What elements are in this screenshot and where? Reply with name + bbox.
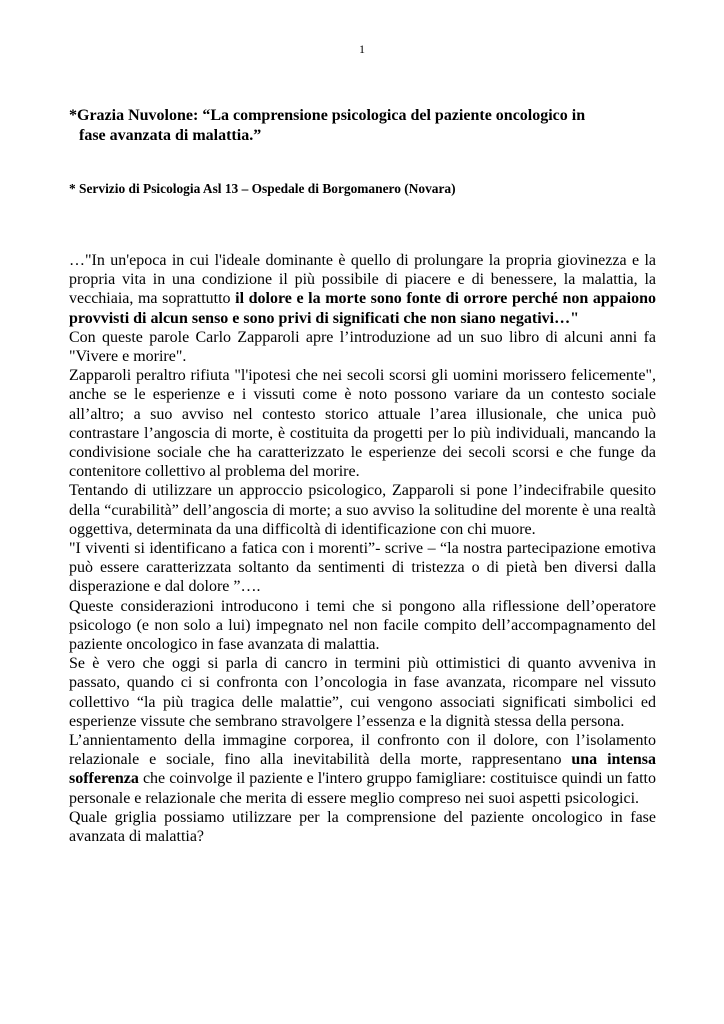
document-body	[69, 251, 656, 846]
paragraph: "I viventi si identificano a fatica con i morenti”- scrive – “la nostra partecipazione emotiva può essere caratterizzata soltanto da sentimenti di tristezza o di pietà ben diversi dalla disperazione e dal dolore ”….	[69, 540, 656, 596]
paragraph-quote	[69, 251, 656, 328]
paragraph: Con queste parole Carlo Zapparoli apre l’introduzione ad un suo libro di alcuni anni fa "Vivere e morire".	[69, 328, 656, 366]
paragraph: Tentando di utilizzare un approccio psicologico, Zapparoli si pone l’indecifrabile quesito della “curabilità” dell’angoscia di morte; a suo avviso la solitudine del morente è una realtà oggettiva, determinata da una difficoltà di identificazione con chi muore.	[69, 482, 656, 538]
quote-text: …"In un'epoca in cui l'ideale dominante è quello di prolungare la propria giovinezza e la propria vita in una condizione il più possibile di piacere e di benessere, la malattia, la vecchiaia, ma soprattutto	[69, 252, 656, 308]
paragraph: Zapparoli peraltro rifiuta "l'ipotesi che nei secoli scorsi gli uomini morissero felicemente", anche se le esperienze e i vissuti come è noto possono variare da un contesto sociale all’altro; a suo avviso nel contesto storico attuale l’area illusionale, che unica può contrastare l’angoscia di morte, è costituita da progetti per lo più individuali, mancando la condivisione sociale che ha caratterizzato le esperienze dei secoli scorsi e che funge da contenitore collettivo al problema del morire.	[69, 367, 656, 481]
paragraph	[69, 731, 656, 808]
paragraph: Quale griglia possiamo utilizzare per la comprensione del paziente oncologico in fase avanzata di malattia?	[69, 808, 656, 846]
paragraph-text: L’annientamento della immagine corporea, il confronto con il dolore, con l’isolamento relazionale e sociale, fino alla inevitabilità della morte, rappresentano	[69, 732, 656, 769]
quote-bold-text: il dolore e la morte sono fonte di orrore perché non appaiono provvisti di alcun senso e sono privi di significati che non siano negativi…"	[69, 290, 656, 327]
author-affiliation: * Servizio di Psicologia Asl 13 – Ospedale di Borgomanero (Novara)	[69, 181, 456, 196]
page-number: 1	[359, 42, 365, 56]
title-line-1: *Grazia Nuvolone: “La comprensione psicologica del paziente oncologico in	[69, 107, 586, 124]
paragraph: Queste considerazioni introducono i temi che si pongono alla riflessione dell’operatore psicologo (e non solo a lui) impegnato nel non facile compito dell’accompagnamento del paziente oncologico in fase avanzata di malattia.	[69, 597, 656, 654]
document-title	[69, 106, 669, 146]
title-line-2: fase avanzata di malattia.”	[79, 127, 262, 144]
paragraph-bold-text: una intensa sofferenza	[69, 751, 656, 788]
paragraph: Se è vero che oggi si parla di cancro in termini più ottimistici di quanto avveniva in passato, quando ci si confronta con l’oncologia in fase avanzata, ricompare nel vissuto collettivo “la più tragica delle malattie”, cui vengono associati significati simbolici ed esperienze vissute che sembrano stravolgere l’essenza e la dignità stessa della persona.	[69, 655, 656, 730]
paragraph-text: che coinvolge il paziente e l'intero gruppo famigliare: costituisce quindi un fatto personale e relazionale che merita di essere meglio compreso nei suoi aspetti psicologici.	[69, 770, 656, 807]
